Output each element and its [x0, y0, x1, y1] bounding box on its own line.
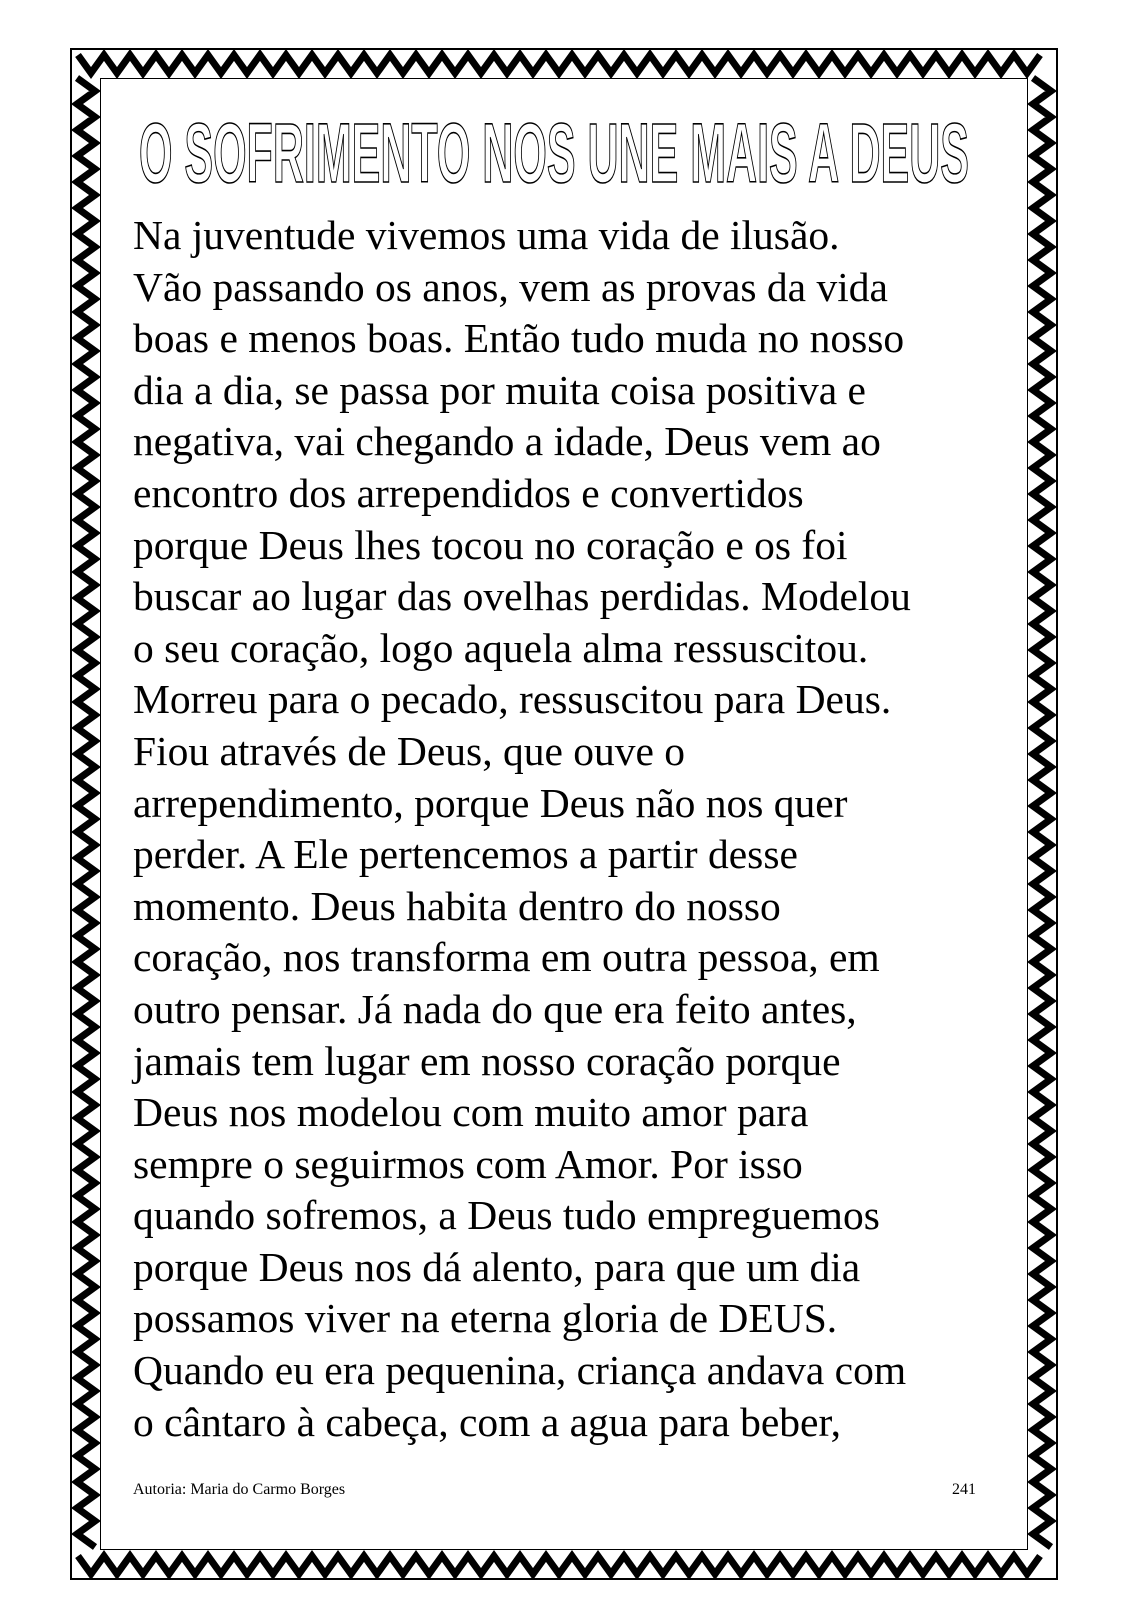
- body-line: boas e menos boas. Então tudo muda no nosso: [133, 315, 905, 362]
- body-line: perder. A Ele pertencemos a partir desse: [133, 831, 798, 878]
- body-line: encontro dos arrependidos e convertidos: [133, 469, 804, 516]
- body-line: sempre o seguirmos com Amor. Por isso: [133, 1140, 803, 1187]
- body-line: Fiou através de Deus, que ouve o: [133, 727, 686, 774]
- body-line: Quando eu era pequenina, criança andava com: [133, 1347, 907, 1394]
- body-line: possamos viver na eterna gloria de DEUS.: [133, 1295, 838, 1342]
- title-block: [134, 110, 974, 192]
- body-line: Deus nos modelou com muito amor para: [133, 1089, 809, 1136]
- body-line: o seu coração, logo aquela alma ressuscitou.: [133, 624, 869, 671]
- body-line: o cântaro à cabeça, com a agua para beber,: [133, 1398, 841, 1445]
- body-line: porque Deus nos dá alento, para que um dia: [133, 1243, 861, 1290]
- zigzag-segment: [1033, 78, 1051, 1547]
- footer-author: Autoria: Maria do Carmo Borges: [133, 1481, 346, 1498]
- body-line: buscar ao lugar das ovelhas perdidas. Modelou: [133, 573, 911, 620]
- body-line: porque Deus lhes tocou no coração e os foi: [133, 521, 848, 568]
- body-line: Morreu para o pecado, ressuscitou para Deus.: [133, 676, 892, 723]
- zigzag-segment: [77, 78, 95, 1547]
- body-line: outro pensar. Já nada do que era feito antes,: [133, 985, 857, 1032]
- body-line: momento. Deus habita dentro do nosso: [133, 882, 781, 929]
- zigzag-segment: [78, 55, 1040, 73]
- body-line: coração, nos transforma em outra pessoa, em: [133, 934, 880, 981]
- body-line: arrependimento, porque Deus não nos quer: [133, 779, 848, 826]
- zigzag-segment: [78, 1556, 1040, 1574]
- page-title: O SOFRIMENTO NOS UNE MAIS A DEUS: [139, 110, 969, 192]
- body-line: jamais tem lugar em nosso coração porque: [133, 1037, 841, 1084]
- body-line: quando sofremos, a Deus tudo empreguemos: [133, 1192, 880, 1239]
- body-paragraph: [133, 210, 993, 1448]
- title-outline: [134, 110, 974, 192]
- body-line: dia a dia, se passa por muita coisa positiva e: [133, 366, 866, 413]
- page-number: 241: [952, 1481, 976, 1498]
- body-line: negativa, vai chegando a idade, Deus vem ao: [133, 418, 881, 465]
- body-line: Na juventude vivemos uma vida de ilusão.: [133, 212, 840, 258]
- body-line: Vão passando os anos, vem as provas da vida: [133, 263, 888, 310]
